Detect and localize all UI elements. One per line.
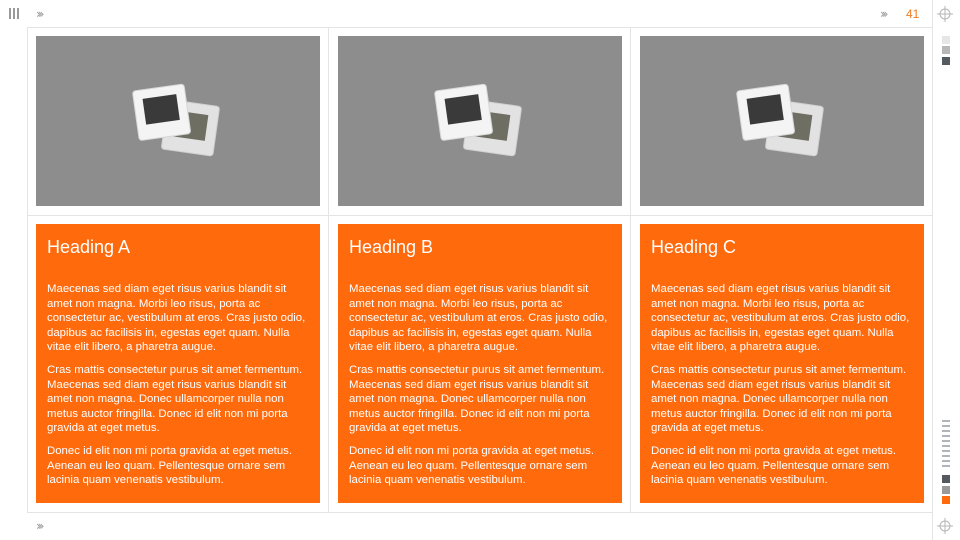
menu-icon[interactable] (9, 8, 19, 19)
text-card (640, 224, 924, 503)
card-paragraph: Maecenas sed diam eget risus varius blandit sit amet non magna. Morbi leo risus, porta ac consectetur ac, vestibulum at eros. Cras justo odio, dapibus ac facilisis in, egestas eget quam. Nulla vitae elit libero, a pharetra augue. (47, 283, 306, 354)
card-paragraph: Cras mattis consectetur purus sit amet fermentum. Maecenas sed diam eget risus varius blandit sit amet non magna. Donec ullamcorper nulla non metus auctor fringilla. Donec id elit non mi porta gravida at eget metus. (651, 363, 907, 435)
guide-line-middle (28, 215, 933, 216)
image-placeholder[interactable] (338, 36, 622, 206)
image-placeholder[interactable] (36, 36, 320, 206)
slides-icon (432, 81, 528, 161)
double-chevron-right-icon[interactable]: ››› (36, 519, 42, 533)
card-paragraph: Donec id elit non mi porta gravida at eget metus. Aenean eu leo quam. Pellentesque ornare sem lacinia quam venenatis vestibulum. (349, 444, 595, 487)
card-heading: Heading C (651, 237, 737, 257)
swatch-mid-gray[interactable] (942, 486, 950, 494)
guide-line-bottom (28, 512, 933, 513)
crosshair-icon[interactable] (937, 6, 953, 22)
text-card (338, 224, 622, 503)
card-heading: Heading A (47, 237, 131, 257)
crosshair-icon[interactable] (937, 518, 953, 534)
next-page-icon[interactable]: ››› (880, 7, 886, 21)
guide-line-column-1 (328, 28, 329, 512)
swatch-mid-gray[interactable] (942, 46, 950, 54)
image-placeholder[interactable] (640, 36, 924, 206)
swatch-orange[interactable] (942, 496, 950, 504)
guide-line-column-2 (630, 28, 631, 512)
swatch-dark-gray[interactable] (942, 475, 950, 483)
card-paragraph: Maecenas sed diam eget risus varius blandit sit amet non magna. Morbi leo risus, porta ac consectetur ac, vestibulum at eros. Cras justo odio, dapibus ac facilisis in, egestas eget quam. Nulla vitae elit libero, a pharetra augue. (349, 283, 608, 354)
guide-line-top (28, 27, 933, 28)
scroll-ruler[interactable] (942, 420, 950, 467)
card-heading: Heading B (349, 237, 434, 257)
card-paragraph: Donec id elit non mi porta gravida at eget metus. Aenean eu leo quam. Pellentesque ornare sem lacinia quam venenatis vestibulum. (651, 444, 897, 487)
slides-icon (130, 81, 226, 161)
text-card (36, 224, 320, 503)
card-paragraph: Cras mattis consectetur purus sit amet fermentum. Maecenas sed diam eget risus varius blandit sit amet non magna. Donec ullamcorper nulla non metus auctor fringilla. Donec id elit non mi porta gravida at eget metus. (349, 363, 605, 435)
page-number: 41 (906, 7, 920, 21)
double-chevron-right-icon[interactable]: ››› (36, 7, 42, 21)
guide-line-left (27, 27, 28, 513)
slides-icon (734, 81, 830, 161)
card-paragraph: Donec id elit non mi porta gravida at eget metus. Aenean eu leo quam. Pellentesque ornare sem lacinia quam venenatis vestibulum. (47, 444, 293, 487)
card-paragraph: Cras mattis consectetur purus sit amet fermentum. Maecenas sed diam eget risus varius blandit sit amet non magna. Donec ullamcorper nulla non metus auctor fringilla. Donec id elit non mi porta gravida at eget metus. (47, 363, 303, 435)
card-paragraph: Maecenas sed diam eget risus varius blandit sit amet non magna. Morbi leo risus, porta ac consectetur ac, vestibulum at eros. Cras justo odio, dapibus ac facilisis in, egestas eget quam. Nulla vitae elit libero, a pharetra augue. (651, 283, 910, 354)
guide-line-right (932, 0, 933, 540)
swatch-dark-gray[interactable] (942, 57, 950, 65)
swatch-light-gray[interactable] (942, 36, 950, 44)
